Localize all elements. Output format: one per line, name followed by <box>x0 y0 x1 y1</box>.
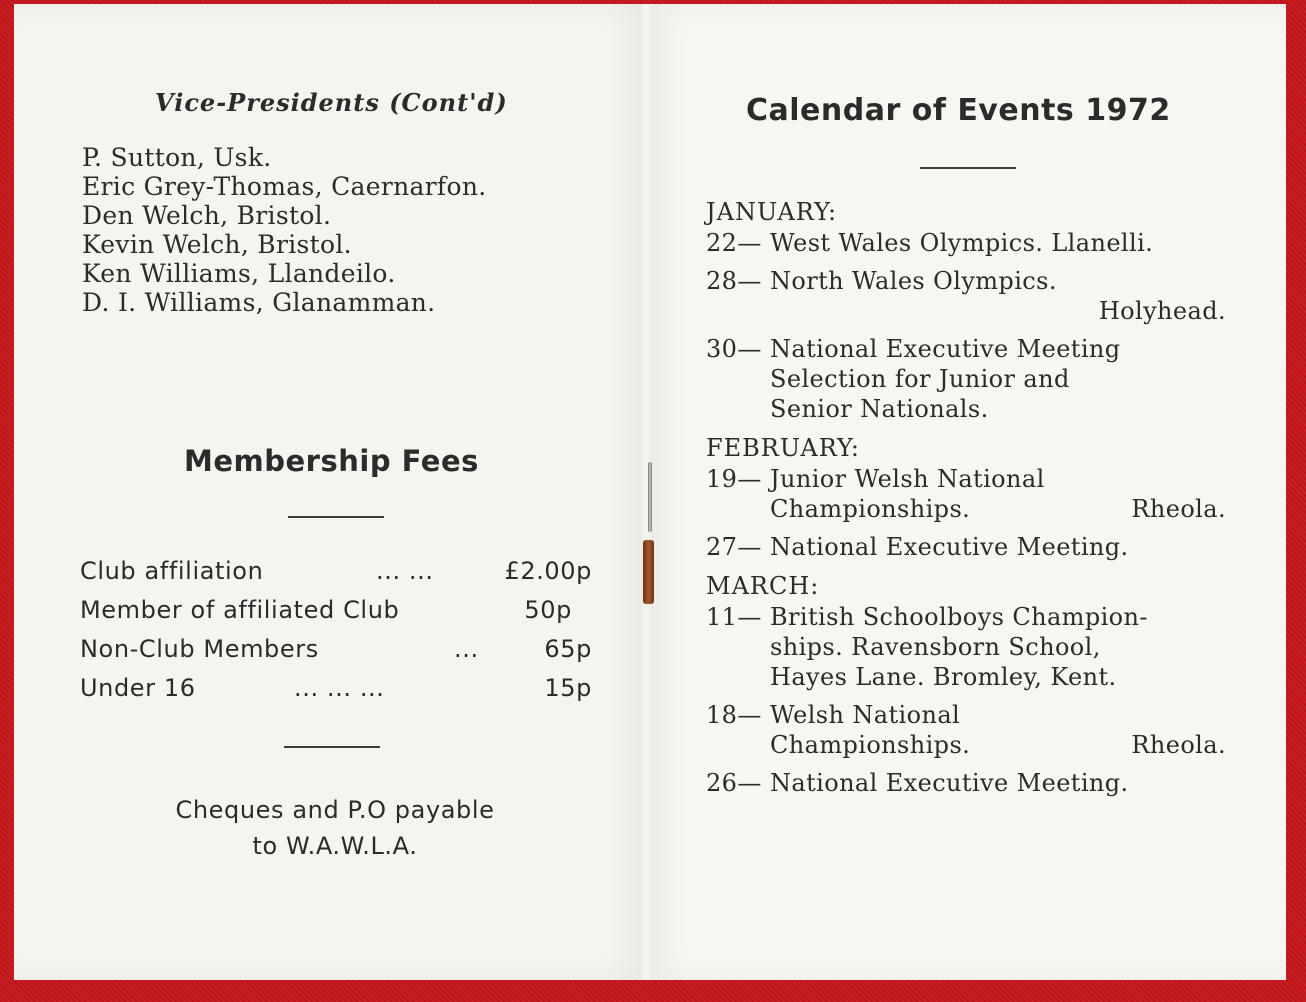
fees-table <box>80 552 592 708</box>
event-text: West Wales Olympics. Llanelli. <box>770 229 1154 257</box>
list-item: Eric Grey-Thomas, Caernarfon. <box>82 172 487 201</box>
fee-value: 15p <box>544 674 592 702</box>
fee-label: Under 16 <box>80 674 196 702</box>
event-text: Hayes Lane. Bromley, Kent. <box>770 663 1117 691</box>
event-place: Rheola. <box>1131 731 1226 759</box>
fee-row <box>80 669 592 708</box>
fee-value: 50p <box>524 596 572 624</box>
event-item <box>706 334 1226 424</box>
event-text: Senior Nationals. <box>770 395 989 423</box>
fee-label: Non-Club Members <box>80 635 319 663</box>
month-name: FEBRUARY: <box>706 434 860 462</box>
fee-row <box>80 552 592 591</box>
list-item: P. Sutton, Usk. <box>82 143 272 172</box>
calendar-months <box>706 196 1226 806</box>
event-day: 27— <box>706 533 762 561</box>
event-item <box>706 602 1226 692</box>
event-text: Championships. <box>770 731 971 759</box>
event-text: National Executive Meeting. <box>770 533 1129 561</box>
fee-leader-dots: ... <box>454 635 479 663</box>
fee-row <box>80 630 592 669</box>
event-text: Junior Welsh National <box>770 465 1045 493</box>
event-place: Rheola. <box>1131 495 1226 523</box>
membership-fees-heading: Membership Fees <box>184 444 479 478</box>
event-text: British Schoolboys Champion- <box>770 603 1148 631</box>
list-item: Kevin Welch, Bristol. <box>82 230 352 259</box>
month-section <box>706 432 1226 562</box>
event-item <box>706 266 1226 326</box>
event-day: 11— <box>706 603 762 631</box>
fee-leader-dots: ... ... <box>376 557 434 585</box>
event-text: National Executive Meeting <box>770 335 1121 363</box>
fee-row <box>80 591 592 630</box>
fee-value: 65p <box>544 635 592 663</box>
list-item: Den Welch, Bristol. <box>82 201 332 230</box>
event-day: 30— <box>706 335 762 363</box>
divider <box>920 167 1016 169</box>
event-place: Holyhead. <box>1098 297 1226 325</box>
event-text: North Wales Olympics. <box>770 267 1057 295</box>
event-day: 18— <box>706 701 762 729</box>
payment-note-line: to W.A.W.L.A. <box>252 832 418 860</box>
event-text-row <box>770 730 1226 760</box>
event-item <box>706 768 1226 798</box>
list-item: D. I. Williams, Glanamman. <box>82 288 436 317</box>
list-item: Ken Williams, Llandeilo. <box>82 259 396 288</box>
month-name: JANUARY: <box>706 198 838 226</box>
divider <box>284 746 380 748</box>
event-text: National Executive Meeting. <box>770 769 1129 797</box>
event-text: Selection for Junior and <box>770 365 1070 393</box>
fee-value: £2.00p <box>504 557 592 585</box>
vice-presidents-heading: Vice-Presidents (Cont'd) <box>155 88 508 117</box>
month-section <box>706 570 1226 798</box>
staple-icon <box>648 462 652 532</box>
month-section <box>706 196 1226 424</box>
event-day: 26— <box>706 769 762 797</box>
calendar-heading: Calendar of Events 1972 <box>746 93 1171 128</box>
event-text: ships. Ravensborn School, <box>770 633 1101 661</box>
event-day: 28— <box>706 267 762 295</box>
rusted-staple-icon <box>643 540 654 604</box>
fee-label: Club affiliation <box>80 557 264 585</box>
vice-presidents-list <box>82 143 487 317</box>
fee-leader-dots: ... ... ... <box>294 674 385 702</box>
event-text-row <box>770 494 1226 524</box>
divider <box>288 516 384 518</box>
event-item <box>706 700 1226 760</box>
event-text: Welsh National <box>770 701 961 729</box>
event-day: 19— <box>706 465 762 493</box>
fee-label: Member of affiliated Club <box>80 596 400 624</box>
month-name: MARCH: <box>706 572 820 600</box>
event-item <box>706 464 1226 524</box>
event-text: Championships. <box>770 495 971 523</box>
event-day: 22— <box>706 229 762 257</box>
payment-note-line: Cheques and P.O payable <box>175 796 495 824</box>
payment-note <box>90 792 580 864</box>
event-item <box>706 228 1226 258</box>
event-item <box>706 532 1226 562</box>
